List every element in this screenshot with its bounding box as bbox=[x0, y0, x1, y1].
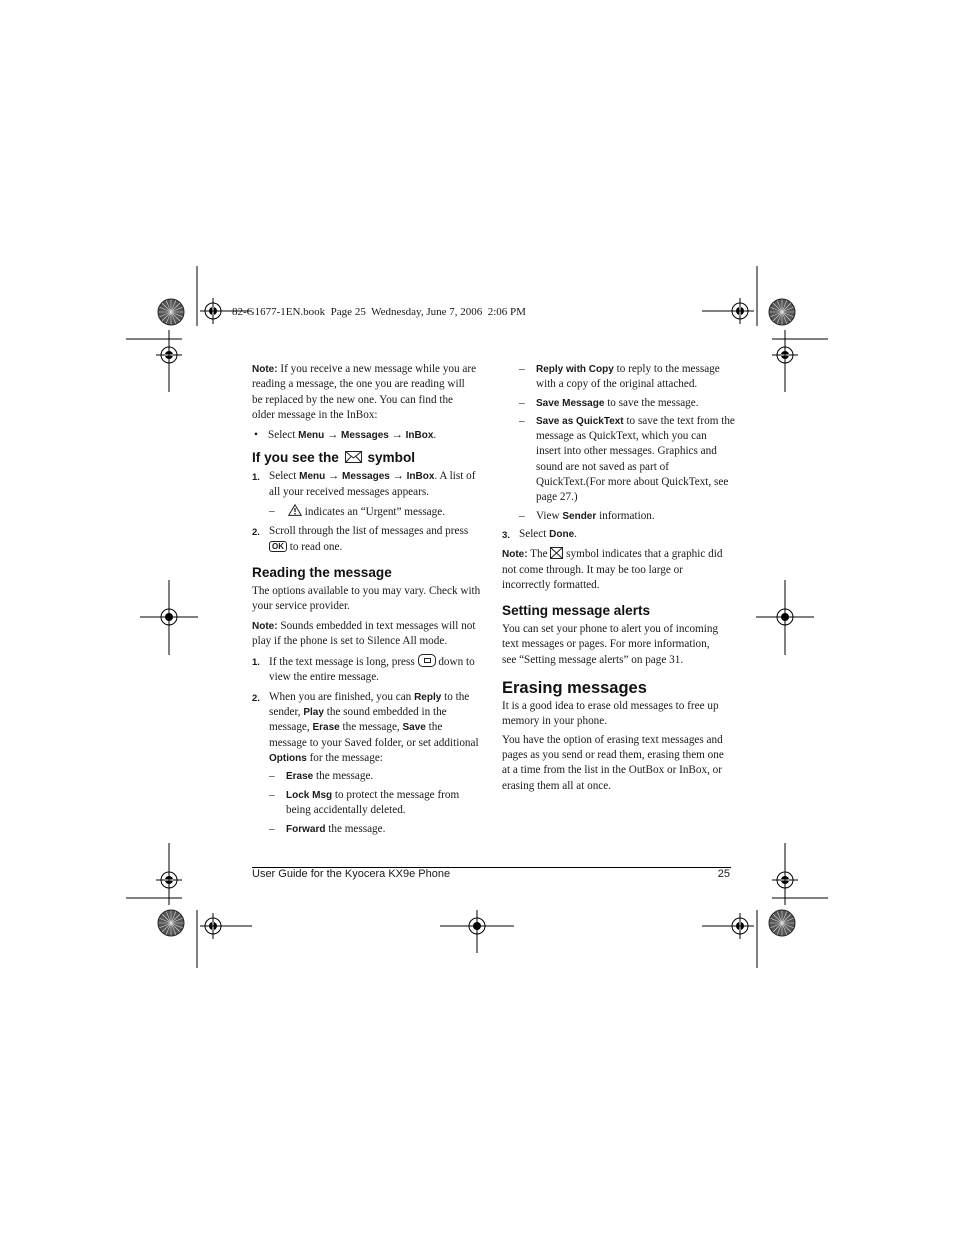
note-graphic: Note: The symbol indicates that a graphic did bbox=[502, 548, 723, 561]
starburst-top-left bbox=[158, 299, 184, 325]
envelope-icon bbox=[345, 451, 362, 463]
page-number: 25 bbox=[717, 868, 730, 880]
option-forward: – Forward the message. bbox=[269, 823, 386, 836]
alerts-heading: Setting message alerts bbox=[502, 603, 651, 619]
reading-step-2: 2. When you are finished, you can Reply to the sender, Play the sound embedded in the message, Erase the message, Save the message to your Saved folder, or set additional Options for the message: – Erase the message. – Lock Msg to protect the message from being accidentally deleted. – Forward the message. bbox=[252, 690, 482, 838]
option-save-quicktext: – Save as QuickText to save the text from the message as QuickText, which you can insert into other messages. Graphics and sound are not saved as part of QuickText.(For more about QuickText, see page 27.) bbox=[519, 414, 735, 504]
reading-step-1: 1. If the text message is long, press down to view the entire message. bbox=[252, 656, 475, 684]
note-2: Note: Sounds embedded in text messages will not bbox=[252, 619, 476, 632]
right-column: – Reply with Copy to reply to the message with a copy of the original attached. – Save Message to save the message. – Save as QuickText to save the text from the message as QuickText, which you can insert into other messages. Graphics and sound are not saved as part of QuickText.(For more about QuickText, see page 27.) – View Sender information. 3. Select Done. Note: The symbol indicates that a graphic did not come through. It may be too large or incorrectly formatted. Setting message alerts You can set your phone to alert you of incoming text messages or pages. For more information, see “Setting message alerts” on page 31. Erasing messages It is a good idea to erase old messages to free up memory in your phone. You have the option of erasing text messages and pages as you send or read them, erasing them one at a time from the list in the OutBox or InBox, or erasing them all at once. bbox=[502, 363, 735, 792]
note-label: Note: bbox=[252, 364, 278, 375]
broken-graphic-icon bbox=[550, 547, 563, 559]
starburst-top-right bbox=[769, 299, 795, 325]
left-column: Note: If you receive a new message while you are reading a message, the one you are reading will be replaced by the new one. You can find the older message in the InBox: • Select Menu → Messages → InBox. If you see the symbol 1. Select Menu → Messages → InBox. A list of all your received messages appears. – indicates an “Urgent” message. 2. Scroll through the list of messages and press OK to read one. Reading the message The options available to you may vary. Check with your service provider. Note: Sounds embedded in text messages will not play if the phone is set to Silence All mode. 1. If the text message is long, press down to view the entire message. 2. When you are finished, you can Reply to the sender, Play the sound embedded in the message, Erase the message, Save the message to your Saved folder, or set additional Options for the message: – Erase the message. – Lock Msg to protect the message from being accidentally deleted. – Forward the message. bbox=[252, 362, 482, 837]
starburst-bottom-right bbox=[769, 910, 795, 936]
step-3: 3. Select Done. bbox=[502, 527, 577, 541]
footer-guide-title: User Guide for the Kyocera KX9e Phone bbox=[252, 868, 451, 880]
option-save-message: – Save Message to save the message. bbox=[519, 396, 699, 409]
step-2: 2. Scroll through the list of messages and press OK to read one. bbox=[252, 525, 469, 553]
nav-key-icon bbox=[418, 654, 436, 667]
option-erase: – Erase the message. bbox=[269, 770, 374, 783]
step-1: 1. Select Menu → Messages → InBox. A list of all your received messages appears. – indicates an “Urgent” message. bbox=[252, 469, 482, 520]
symbol-heading: If you see the symbol bbox=[252, 450, 416, 466]
option-view-sender: – View Sender information. bbox=[519, 509, 655, 522]
option-reply-copy: – Reply with Copy to reply to the message with a copy of the original attached. bbox=[519, 363, 720, 391]
ok-key-icon: OK bbox=[269, 541, 287, 552]
reading-heading: Reading the message bbox=[252, 564, 392, 580]
urgent-subitem: – indicates an “Urgent” message. bbox=[269, 505, 446, 519]
book-info-header: 82-G1677-1EN.book Page 25 Wednesday, June 7, 2006 2:06 PM bbox=[232, 306, 526, 318]
option-lock: – Lock Msg to protect the message from being accidentally deleted. bbox=[269, 788, 460, 816]
inbox-bullet: • Select Menu → Messages → InBox. bbox=[254, 429, 437, 442]
warning-icon bbox=[288, 504, 302, 516]
starburst-bottom-left bbox=[158, 910, 184, 936]
note-1: Note: If you receive a new message while you are bbox=[252, 363, 477, 375]
erasing-heading: Erasing messages bbox=[502, 679, 647, 698]
